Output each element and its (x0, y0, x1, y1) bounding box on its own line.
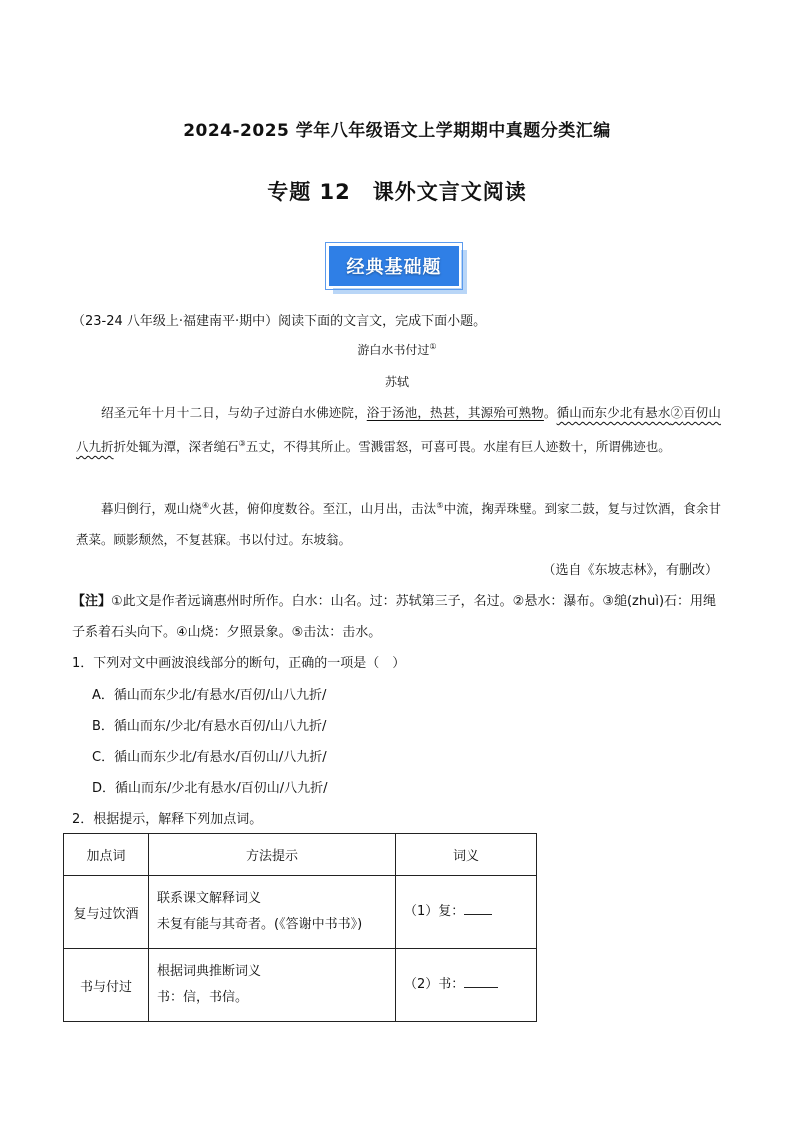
answer-blank[interactable] (464, 975, 498, 988)
table-cell-meaning (396, 949, 537, 1022)
passage-source: （选自《东坡志林》，有删改） (542, 563, 718, 578)
table-header-row (64, 834, 537, 876)
p1-wavy-phrase-1: 循山而东少北有悬水 (556, 405, 671, 420)
question-1-option-c: C．循山而东少北/有悬水/百仞山/八九折/ (92, 750, 327, 765)
meaning-label: （1）复： (404, 904, 465, 919)
passage-paragraph-2 (76, 490, 721, 555)
reading-intro: （23-24 八年级上·福建南平·期中）阅读下面的文言文，完成下面小题。 (72, 314, 487, 329)
note-marker-3: ③ (238, 439, 246, 448)
question-2-stem: 2．根据提示，解释下列加点词。 (72, 812, 263, 827)
hint-line-1: 根据词典推断词义 (157, 964, 262, 979)
hint-line-2: 书：信，书信。 (157, 990, 249, 1005)
annotation-note (72, 586, 724, 648)
table-row (64, 876, 537, 949)
banner-label: 经典基础题 (327, 244, 461, 288)
p1-text-c: 折处辄为潭，深者缒石 (113, 439, 239, 455)
passage-title (0, 341, 794, 358)
question-1-option-a: A．循山而东少北/有悬水/百仞/山八九折/ (92, 688, 327, 703)
table-cell-meaning (396, 876, 537, 949)
hint-line-1: 联系课文解释词义 (157, 891, 262, 906)
meaning-label: （2）书： (404, 977, 465, 992)
table-header-hint: 方法提示 (149, 834, 396, 876)
p1-text-d: 五丈，不得其所止。雪溅雷怒，可喜可畏。水崖有巨人迹数十，所谓佛迹也。 (245, 439, 671, 455)
passage-title-note: ① (429, 342, 437, 351)
note-marker-2: ② (670, 405, 684, 420)
table-cell-word: 书与付过 (64, 949, 149, 1022)
p1-text-b: 。 (543, 405, 557, 420)
note-text: ①此文是作者远谪惠州时所作。白水：山名。过：苏轼第三子，名过。②悬水：瀑布。③缒(zhuì)石：用绳子系着石头向下。④山烧：夕照景象。⑤击汰：击水。 (72, 594, 717, 640)
word-meaning-table (63, 833, 537, 1022)
p1-underlined-phrase: 浴于汤池，热甚，其源殆可熟物 (366, 405, 544, 420)
note-marker-4: ④ (201, 501, 210, 510)
section-banner (327, 244, 467, 294)
question-1-stem: 1．下列对文中画波浪线部分的断句，正确的一项是（ ） (72, 656, 406, 671)
note-label: 【注】 (72, 594, 112, 609)
passage-author: 苏轼 (384, 375, 409, 389)
p1-text-a: 绍圣元年十月十二日，与幼子过游白水佛迹院， (101, 405, 367, 420)
hint-line-2: 未复有能与其奇者。(《答谢中书书》) (157, 917, 363, 932)
p1-wavy-phrase-2: 百仞山八九折 (76, 405, 721, 455)
note-marker-5: ⑤ (436, 501, 444, 510)
passage-paragraph-1 (76, 397, 721, 462)
banner-outline (325, 242, 463, 290)
question-1-option-d: D．循山而东/少北有悬水/百仞山/八九折/ (92, 781, 328, 796)
p1-wavy-note (670, 405, 683, 420)
question-1-option-b: B．循山而东/少北/有悬水百仞/山八九折/ (92, 719, 327, 734)
table-cell-hint (149, 949, 396, 1022)
answer-blank[interactable] (464, 902, 492, 915)
passage-title-text: 游白水书付过 (357, 343, 430, 357)
document-title: 2024-2025 学年八年级语文上学期期中真题分类汇编 (183, 121, 611, 141)
p2-text-c: 中流，掬弄珠璧。到家二鼓，复与过饮酒，食余甘煮菜。顾影颓然，不复甚寐。书以付过。东坡翁。 (76, 501, 721, 548)
table-header-word: 加点词 (64, 834, 149, 876)
table-row (64, 949, 537, 1022)
table-cell-hint (149, 876, 396, 949)
p2-text-a: 暮归倒行，观山烧 (101, 501, 202, 517)
table-header-meaning: 词义 (396, 834, 537, 876)
p2-text-b: 火甚，俯仰度数谷。至江，山月出，击汰 (209, 501, 437, 517)
topic-title: 专题 12 课外文言文阅读 (267, 180, 527, 204)
table-cell-word: 复与过饮酒 (64, 876, 149, 949)
